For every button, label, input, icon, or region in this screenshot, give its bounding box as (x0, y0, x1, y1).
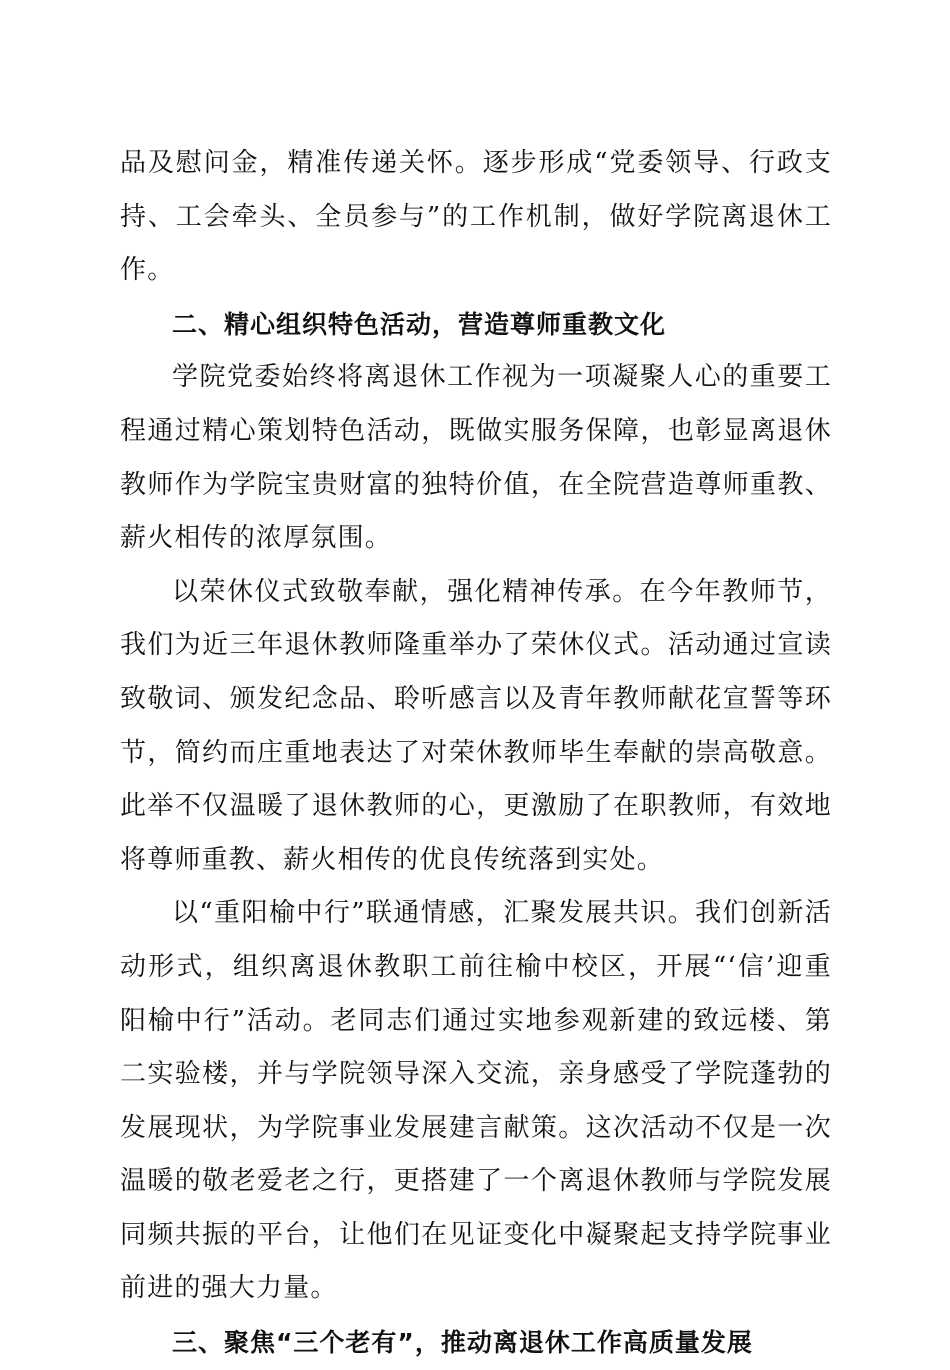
document-body (120, 137, 832, 1370)
chongyang-yuzhong-paragraph: 以“重阳榆中行”联通情感，汇聚发展共识。我们创新活动形式，组织离退休教职工前往榆中校区，开展“‘信’迎重阳榆中行”活动。老同志们通过实地参观新建的致远楼、第二实验楼，并与学院领导深入交流，亲身感受了学院蓬勃的发展现状，为学院事业发展建言献策。这次活动不仅是一次温暖的敬老爱老之行，更搭建了一个离退休教师与学院发展同频共振的平台，让他们在见证变化中凝聚起支持学院事业前进的强大力量。 (120, 898, 832, 1304)
section-2-heading: 二、精心组织特色活动，营造尊师重教文化 (172, 309, 667, 339)
section-3-heading: 三、聚焦“三个老有”，推动离退休工作高质量发展 (172, 1328, 753, 1358)
section-2-intro-paragraph: 学院党委始终将离退休工作视为一项凝聚人心的重要工程通过精心策划特色活动，既做实服务保障，也彰显离退休教师作为学院宝贵财富的独特价值，在全院营造尊师重教、薪火相传的浓厚氛围。 (120, 362, 832, 554)
continuation-paragraph: 品及慰问金，精准传递关怀。逐步形成“党委领导、行政支持、工会牵头、全员参与”的工作机制，做好学院离退休工作。 (120, 148, 832, 286)
retirement-ceremony-paragraph: 以荣休仪式致敬奉献，强化精神传承。在今年教师节，我们为近三年退休教师隆重举办了荣休仪式。活动通过宣读致敬词、颁发纪念品、聆听感言以及青年教师献花宣誓等环节，简约而庄重地表达了对荣休教师毕生奉献的崇高敬意。此举不仅温暖了退休教师的心，更激励了在职教师，有效地将尊师重教、薪火相传的优良传统落到实处。 (120, 576, 832, 875)
